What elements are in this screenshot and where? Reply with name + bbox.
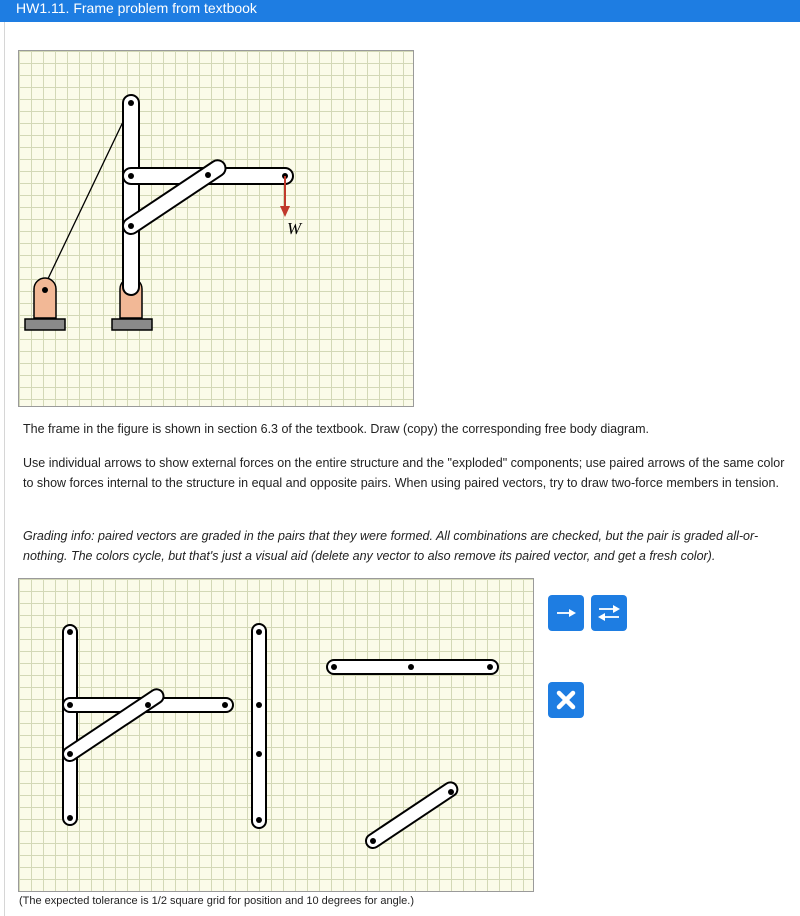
part-diagonal-member-exploded[interactable]	[363, 780, 460, 851]
delete-x-icon	[555, 689, 577, 711]
load-label: W	[287, 219, 302, 238]
question-card	[4, 22, 800, 916]
left-support	[25, 278, 65, 330]
drawing-canvas-svg	[19, 579, 535, 893]
grading-info: Grading info: paired vectors are graded in the pairs that they were formed. All combinations are checked, but the pair is graded all-or-nothing. The colors cycle, but that's just a visual aid (delete any vector to also remove its paired vector, and get a fresh color).	[23, 529, 759, 563]
page-header	[0, 0, 800, 22]
page-title: HW1.11. Frame problem from textbook	[16, 0, 257, 16]
prompt-paragraph-2: Use individual arrows to show external forces on the entire structure and the "exploded" components; use paired arrows of the same color to show forces internal to the structure in equal and opposite pairs. When using paired vectors, try to draw two-force members in tension.	[23, 456, 785, 490]
tolerance-note: (The expected tolerance is 1/2 square grid for position and 10 degrees for angle.)	[19, 895, 415, 907]
part-vertical-member-exploded[interactable]	[252, 624, 266, 828]
vertical-member	[123, 95, 139, 295]
add-paired-arrows-button[interactable]	[591, 595, 627, 631]
cable	[45, 103, 132, 285]
delete-button[interactable]	[548, 682, 584, 718]
single-arrow-icon	[555, 606, 577, 620]
frame-figure	[18, 50, 414, 407]
part-vertical-member[interactable]	[63, 625, 77, 825]
paired-arrows-icon	[597, 603, 621, 623]
drawing-canvas[interactable]	[18, 578, 534, 892]
add-arrow-button[interactable]	[548, 595, 584, 631]
prompt-paragraph-1: The frame in the figure is shown in section 6.3 of the textbook. Draw (copy) the corresponding free body diagram.	[23, 422, 650, 436]
frame-figure-svg	[19, 51, 415, 408]
